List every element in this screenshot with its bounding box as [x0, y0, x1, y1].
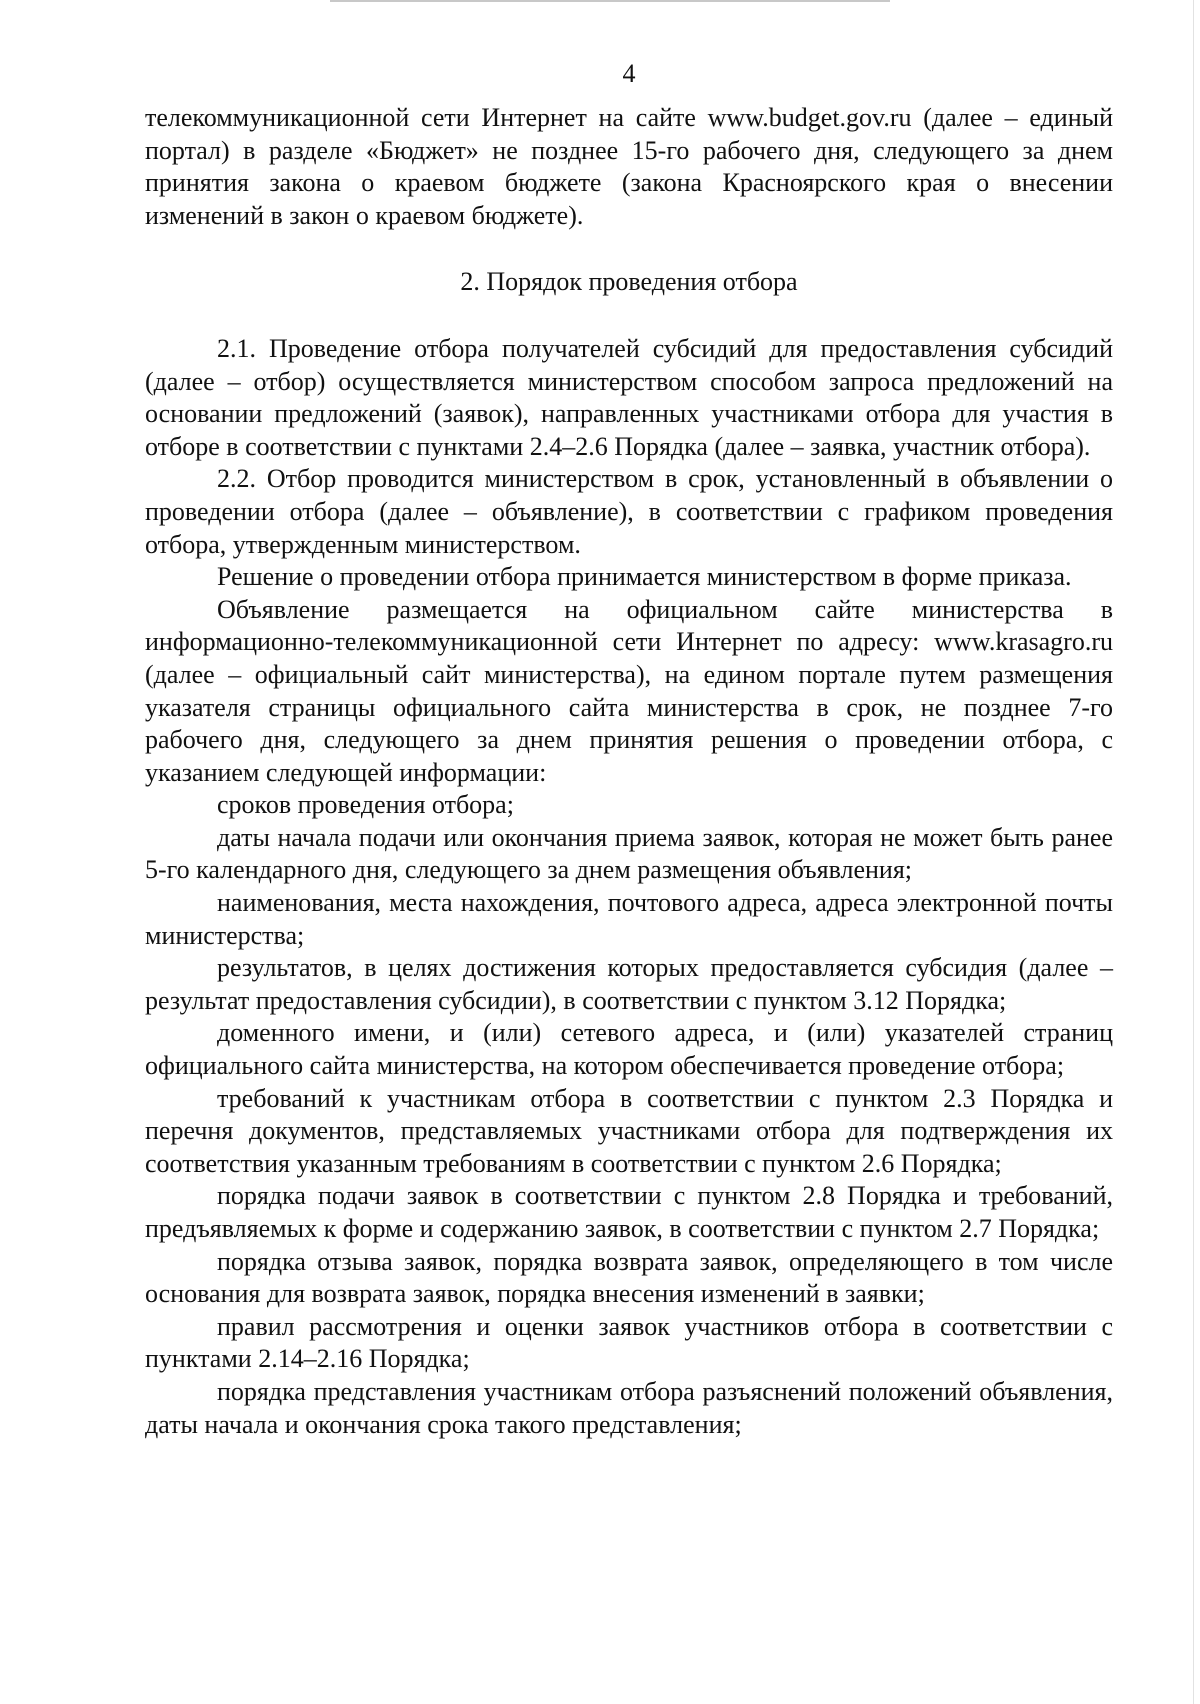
paragraph-2-2: 2.2. Отбор проводится министерством в срок, установленный в объявлении о проведении отбора (далее – объявление), в соответствии с графиком проведения отбора, утвержденным министерством.	[145, 464, 1113, 559]
list-item-requirements: требований к участникам отбора в соответствии с пунктом 2.3 Порядка и перечня документов, представляемых участниками отбора для подтверждения их соответствия указанным требованиям в соответствии с пунктом 2.6 Порядка;	[145, 1083, 1113, 1178]
paragraph-decision: Решение о проведении отбора принимается министерством в форме приказа.	[217, 562, 1072, 592]
list-item-domain: доменного имени, и (или) сетевого адреса, и (или) указателей страниц официального сайта министерства, на котором обеспечивается проведение отбора;	[145, 1018, 1113, 1081]
list-item-dates: даты начала подачи или окончания приема заявок, которая не может быть ранее 5-го календарного дня, следующего за днем размещения объявления;	[145, 822, 1113, 885]
scan-edge-top	[330, 0, 890, 2]
list-item-submission-order: порядка подачи заявок в соответствии с пунктом 2.8 Порядка и требований, предъявляемых к форме и содержанию заявок, в соответствии с пунктом 2.7 Порядка;	[145, 1181, 1113, 1243]
page-number: 4	[622, 59, 636, 88]
list-item-evaluation-rules: правил рассмотрения и оценки заявок участников отбора в соответствии с пунктами 2.14–2.16 Порядка;	[145, 1311, 1113, 1374]
scan-edge-right	[1193, 0, 1194, 1704]
list-item-results: результатов, в целях достижения которых предоставляется субсидия (далее – результат предоставления субсидии), в соответствии с пунктом 3.12 Порядка;	[145, 953, 1113, 1015]
list-item-clarifications: порядка представления участникам отбора разъяснений положений объявления, даты начала и окончания срока такого представления;	[145, 1376, 1113, 1439]
paragraph-announcement: Объявление размещается на официальном сайте министерства в информационно-телекоммуникационной сети Интернет по адресу: www.krasagro.ru (далее – официальный сайт министерства), на едином портале путем размещения указателя страницы официального сайта министерства в срок, не позднее 7-го рабочего дня, следующего за днем принятия решения о проведении отбора, с указанием следующей информации:	[145, 594, 1113, 787]
list-item-ministry-contacts: наименования, места нахождения, почтового адреса, адреса электронной почты министерства;	[145, 888, 1113, 950]
paragraph-2-1: 2.1. Проведение отбора получателей субсидий для предоставления субсидий (далее – отбор) осуществляется министерством способом запроса предложений на основании предложений (заявок), направленных участниками отбора для участия в отборе в соответствии с пунктами 2.4–2.6 Порядка (далее – заявка, участник отбора).	[145, 333, 1113, 461]
document-page	[145, 58, 1113, 1441]
section-heading: 2. Порядок проведения отбора	[460, 267, 798, 297]
list-item-terms: сроков проведения отбора;	[217, 790, 514, 820]
list-item-withdrawal: порядка отзыва заявок, порядка возврата заявок, определяющего в том числе основания для возврата заявок, порядка внесения изменений в заявки;	[145, 1246, 1113, 1309]
paragraph-continuation: телекоммуникационной сети Интернет на сайте www.budget.gov.ru (далее – единый портал) в разделе «Бюджет» не позднее 15-го рабочего дня, следующего за днем принятия закона о краевом бюджете (закона Красноярского края о внесении изменений в закон о краевом бюджете).	[145, 103, 1113, 230]
